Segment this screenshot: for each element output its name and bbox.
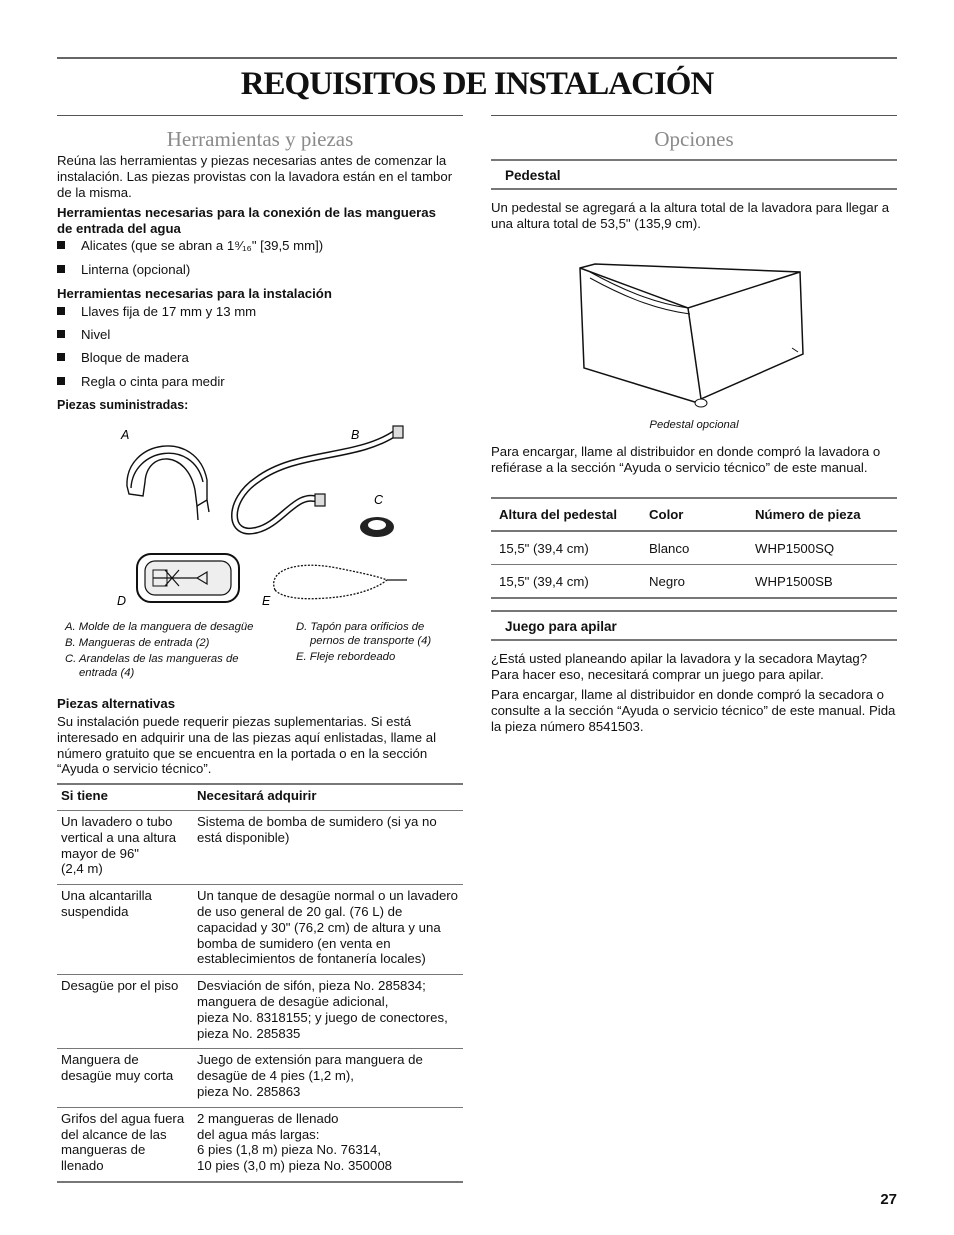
table-cell: Blanco xyxy=(649,540,690,556)
parts-heading: Piezas suministradas: xyxy=(57,398,189,412)
top-rule xyxy=(57,57,897,59)
alt-parts-heading: Piezas alternativas xyxy=(57,696,176,711)
page-title: REQUISITOS DE INSTALACIÓN xyxy=(240,66,714,102)
pedestal-caption: Pedestal opcional xyxy=(649,419,739,431)
page-number: 27 xyxy=(880,1191,897,1208)
table-cell: Juego de extensión para manguera de desagüe de 4 pies (1,2 m), pieza No. 285863 xyxy=(197,1052,423,1099)
table-cell: WHP1500SB xyxy=(755,573,833,589)
table-header-row xyxy=(57,784,463,811)
figure-captions-left: A. Molde de la manguera de desagüe B. Mangueras de entrada (2) C. Arandelas de las mangueras de entrada (4) xyxy=(65,621,254,679)
list-item: Linterna (opcional) xyxy=(57,262,190,278)
list-item: Nivel xyxy=(57,327,110,343)
beaded-strap-illustration xyxy=(274,565,407,598)
table-cell: Manguera de desagüe muy corta xyxy=(61,1052,174,1084)
alt-parts-text: Su instalación puede requerir piezas suplementarias. Si está interesado en adquirir una de las piezas aquí enlistadas, llame al número gratuito que se encuentra en la portada o en la sección “Ayuda o servicio técnico”. xyxy=(57,714,437,777)
right-column-rule xyxy=(491,115,897,116)
table-cell: Un lavadero o tubo vertical a una altura mayor de 96" (2,4 m) xyxy=(61,814,177,877)
table-cell: 15,5" (39,4 cm) xyxy=(499,573,589,589)
table-header-cell: Altura del pedestal xyxy=(499,507,617,522)
order-text: Para encargar, llame al distribuidor en donde compró la lavadora o refiérase a la sección “Ayuda o servicio técnico” de este manual. xyxy=(491,444,881,475)
table-header-row xyxy=(491,498,897,531)
stacking-kit-text-1: ¿Está usted planeando apilar la lavadora y la secadora Maytag? Para hacer eso, necesitará comprar un juego para apilar. xyxy=(491,651,868,682)
drain-hose-form-illustration xyxy=(127,446,209,520)
table-header-cell: Número de pieza xyxy=(755,507,861,522)
list-item: Bloque de madera xyxy=(57,350,189,366)
figure-captions-right: D. Tapón para orificios de pernos de transporte (4) E. Fleje rebordeado xyxy=(296,621,432,663)
table-row xyxy=(57,1107,463,1182)
stacking-kit-heading: Juego para apilar xyxy=(491,610,897,641)
pedestal-text: Un pedestal se agregará a la altura total de la lavadora para llegar a una altura total de 53,5" (135,9 cm). xyxy=(491,200,890,231)
pedestal-heading: Pedestal xyxy=(491,159,897,190)
stacking-kit-text-2: Para encargar, llame al distribuidor en donde compró la secadora o consulte a la sección “Ayuda o servicio técnico” de este manual. Pida la pieza número 8541503. xyxy=(491,687,896,734)
table-cell: Grifos del agua fuera del alcance de las mangueras de llenado xyxy=(61,1110,185,1174)
table-cell: Un tanque de desagüe normal o un lavadero de uso general de 20 gal. (76 L) de capacidad y 30" (76,2 cm) de altura y una bomba de sumidero (en venta en establecimientos de fontanería locales) xyxy=(197,888,459,967)
table-cell: Una alcantarilla suspendida xyxy=(61,888,152,919)
alt-parts-table xyxy=(57,783,463,1183)
table-cell: Desviación de sifón, pieza No. 285834; manguera de desagüe adicional, pieza No. 8318155; y juego de conectores, pieza No. 285835 xyxy=(197,978,448,1041)
table-cell: Sistema de bomba de sumidero (si ya no está disponible) xyxy=(197,814,437,845)
list-item: Regla o cinta para medir xyxy=(57,374,225,390)
supplied-parts-illustration xyxy=(57,420,463,615)
table-row xyxy=(57,975,463,1049)
table-cell: WHP1500SQ xyxy=(755,540,835,556)
table-header-cell: Color xyxy=(649,507,684,522)
table-cell: Negro xyxy=(649,573,685,589)
table-row xyxy=(57,885,463,975)
figure-label-d: D xyxy=(117,594,127,608)
inlet-hose-illustration xyxy=(235,426,404,531)
list-item: Llaves fija de 17 mm y 13 mm xyxy=(57,304,256,320)
tools-section-heading: Herramientas y piezas xyxy=(166,127,354,151)
hose-tools-heading: Herramientas necesarias para la conexión de las mangueras de entrada del agua xyxy=(57,205,436,236)
figure-label-b: B xyxy=(351,428,360,442)
hose-washer-illustration xyxy=(360,517,394,537)
pedestal-table xyxy=(491,497,897,599)
table-cell: Desagüe por el piso xyxy=(61,978,179,994)
table-row xyxy=(491,531,897,565)
table-header-cell: Necesitará adquirir xyxy=(197,788,317,803)
pedestal-illustration xyxy=(570,258,810,413)
table-row xyxy=(491,565,897,599)
figure-label-a: A xyxy=(121,428,130,442)
table-cell: 15,5" (39,4 cm) xyxy=(499,540,589,556)
tools-intro: Reúna las herramientas y piezas necesarias antes de comenzar la instalación. Las piezas provistas con la lavadora están en el tambor de la misma. xyxy=(57,153,453,200)
left-column-rule xyxy=(57,115,463,116)
list-item: Alicates (que se abran a 1⁹⁄₁₆" [39,5 mm]) xyxy=(57,238,323,254)
table-row xyxy=(57,1049,463,1107)
options-section-heading: Opciones xyxy=(654,127,734,151)
table-cell: 2 mangueras de llenado del agua más largas: 6 pies (1,8 m) pieza No. 76314, 10 pies (3,0 m) pieza No. 350008 xyxy=(197,1110,392,1174)
figure-label-c: C xyxy=(374,493,384,507)
table-header-cell: Si tiene xyxy=(61,788,108,803)
install-tools-heading: Herramientas necesarias para la instalación xyxy=(57,286,332,301)
transport-bolt-plug-illustration xyxy=(137,554,239,602)
figure-label-e: E xyxy=(262,594,271,608)
table-row xyxy=(57,811,463,885)
